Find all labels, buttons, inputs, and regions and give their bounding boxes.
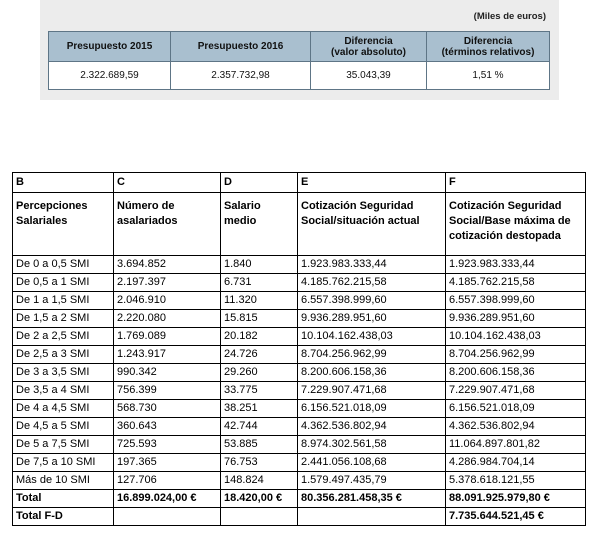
table-row: [13, 346, 586, 364]
cell-asalariados: 1.769.089: [114, 328, 221, 346]
cell-salario-medio: 11.320: [221, 292, 298, 310]
table-row: [13, 274, 586, 292]
total-fd-label: Total F-D: [13, 508, 114, 526]
cell-asalariados: 3.694.852: [114, 256, 221, 274]
header-cotizacion-actual: Cotización Seguridad Social/situación actual: [298, 193, 446, 256]
cell-percepcion: De 0 a 0,5 SMI: [13, 256, 114, 274]
column-letter-e: E: [298, 173, 446, 193]
cell-salario-medio: 15.815: [221, 310, 298, 328]
column-letter-d: D: [221, 173, 298, 193]
cell-cotizacion-destopada: 6.156.521.018,09: [446, 400, 586, 418]
cell-cotizacion-destopada: 6.557.398.999,60: [446, 292, 586, 310]
header-presupuesto-2015: Presupuesto 2015: [49, 32, 171, 62]
cell-cotizacion-destopada: 8.704.256.962,99: [446, 346, 586, 364]
cell-percepcion: De 4 a 4,5 SMI: [13, 400, 114, 418]
cell-cotizacion-destopada: 4.185.762.215,58: [446, 274, 586, 292]
salary-table: [12, 172, 586, 526]
budget-panel: [40, 0, 559, 100]
cell-salario-medio: 148.824: [221, 472, 298, 490]
cell-cotizacion-destopada: 4.286.984.704,14: [446, 454, 586, 472]
cell-cotizacion-destopada: 11.064.897.801,82: [446, 436, 586, 454]
cell-cotizacion-actual: 6.156.521.018,09: [298, 400, 446, 418]
table-row: [13, 454, 586, 472]
table-row: [13, 292, 586, 310]
cell-percepcion: De 3 a 3,5 SMI: [13, 364, 114, 382]
cell-asalariados: 756.399: [114, 382, 221, 400]
column-letter-c: C: [114, 173, 221, 193]
unit-note: (Miles de euros): [473, 11, 546, 22]
cell-percepcion: De 2 a 2,5 SMI: [13, 328, 114, 346]
cell-asalariados: 725.593: [114, 436, 221, 454]
total-fd-empty-d: [221, 508, 298, 526]
cell-percepcion: De 1 a 1,5 SMI: [13, 292, 114, 310]
cell-asalariados: 568.730: [114, 400, 221, 418]
cell-percepcion: De 3,5 a 4 SMI: [13, 382, 114, 400]
cell-salario-medio: 24.726: [221, 346, 298, 364]
table-row: [13, 436, 586, 454]
cell-salario-medio: 53.885: [221, 436, 298, 454]
table-row: [13, 364, 586, 382]
data-rows: [13, 256, 586, 490]
cell-asalariados: 990.342: [114, 364, 221, 382]
cell-salario-medio: 42.744: [221, 418, 298, 436]
cell-cotizacion-destopada: 9.936.289.951,60: [446, 310, 586, 328]
header-diferencia-absoluto: Diferencia (valor absoluto): [311, 32, 427, 62]
cell-salario-medio: 76.753: [221, 454, 298, 472]
cell-cotizacion-actual: 1.579.497.435,79: [298, 472, 446, 490]
total-fd-row: [13, 508, 586, 526]
cell-cotizacion-actual: 8.200.606.158,36: [298, 364, 446, 382]
cell-cotizacion-actual: 8.974.302.561,58: [298, 436, 446, 454]
cell-cotizacion-actual: 2.441.056.108,68: [298, 454, 446, 472]
value-diferencia-absoluto: 35.043,39: [311, 62, 427, 90]
cell-cotizacion-destopada: 7.229.907.471,68: [446, 382, 586, 400]
cell-percepcion: Más de 10 SMI: [13, 472, 114, 490]
cell-asalariados: 2.197.397: [114, 274, 221, 292]
cell-salario-medio: 20.182: [221, 328, 298, 346]
table-row: [13, 400, 586, 418]
table-row: [13, 418, 586, 436]
cell-cotizacion-actual: 1.923.983.333,44: [298, 256, 446, 274]
cell-percepcion: De 7,5 a 10 SMI: [13, 454, 114, 472]
header-percepciones: Percepciones Salariales: [13, 193, 114, 256]
total-cotizacion-destopada: 88.091.925.979,80 €: [446, 490, 586, 508]
table-row: [13, 382, 586, 400]
header-diferencia-relativo: Diferencia (términos relativos): [427, 32, 550, 62]
value-presupuesto-2015: 2.322.689,59: [49, 62, 171, 90]
cell-cotizacion-actual: 8.704.256.962,99: [298, 346, 446, 364]
cell-cotizacion-actual: 7.229.907.471,68: [298, 382, 446, 400]
cell-cotizacion-destopada: 10.104.162.438,03: [446, 328, 586, 346]
cell-cotizacion-actual: 6.557.398.999,60: [298, 292, 446, 310]
cell-cotizacion-actual: 10.104.162.438,03: [298, 328, 446, 346]
total-cotizacion-actual: 80.356.281.458,35 €: [298, 490, 446, 508]
cell-percepcion: De 0,5 a 1 SMI: [13, 274, 114, 292]
total-asalariados: 16.899.024,00 €: [114, 490, 221, 508]
cell-cotizacion-destopada: 5.378.618.121,55: [446, 472, 586, 490]
cell-asalariados: 127.706: [114, 472, 221, 490]
total-fd-empty-e: [298, 508, 446, 526]
cell-percepcion: De 4,5 a 5 SMI: [13, 418, 114, 436]
value-presupuesto-2016: 2.357.732,98: [171, 62, 311, 90]
cell-asalariados: 2.046.910: [114, 292, 221, 310]
total-row: [13, 490, 586, 508]
cell-percepcion: De 5 a 7,5 SMI: [13, 436, 114, 454]
budget-value-row: [49, 62, 550, 90]
total-fd-value: 7.735.644.521,45 €: [446, 508, 586, 526]
cell-asalariados: 2.220.080: [114, 310, 221, 328]
header-cotizacion-destopada: Cotización Seguridad Social/Base máxima de cotización destopada: [446, 193, 586, 256]
cell-cotizacion-actual: 4.362.536.802,94: [298, 418, 446, 436]
table-row: [13, 472, 586, 490]
cell-salario-medio: 33.775: [221, 382, 298, 400]
cell-salario-medio: 38.251: [221, 400, 298, 418]
cell-asalariados: 360.643: [114, 418, 221, 436]
cell-asalariados: 197.365: [114, 454, 221, 472]
cell-salario-medio: 6.731: [221, 274, 298, 292]
budget-header-row: [49, 32, 550, 62]
cell-cotizacion-destopada: 8.200.606.158,36: [446, 364, 586, 382]
cell-asalariados: 1.243.917: [114, 346, 221, 364]
total-fd-empty-c: [114, 508, 221, 526]
column-letter-f: F: [446, 173, 586, 193]
column-header-row: [13, 193, 586, 256]
cell-cotizacion-actual: 4.185.762.215,58: [298, 274, 446, 292]
cell-salario-medio: 29.260: [221, 364, 298, 382]
cell-salario-medio: 1.840: [221, 256, 298, 274]
header-salario-medio: Salario medio: [221, 193, 298, 256]
cell-cotizacion-actual: 9.936.289.951,60: [298, 310, 446, 328]
total-label: Total: [13, 490, 114, 508]
table-row: [13, 256, 586, 274]
header-presupuesto-2016: Presupuesto 2016: [171, 32, 311, 62]
cell-percepcion: De 2,5 a 3 SMI: [13, 346, 114, 364]
table-row: [13, 310, 586, 328]
column-letter-row: [13, 173, 586, 193]
cell-cotizacion-destopada: 4.362.536.802,94: [446, 418, 586, 436]
total-salario-medio: 18.420,00 €: [221, 490, 298, 508]
column-letter-b: B: [13, 173, 114, 193]
table-row: [13, 328, 586, 346]
header-asalariados: Número de asalariados: [114, 193, 221, 256]
cell-percepcion: De 1,5 a 2 SMI: [13, 310, 114, 328]
budget-table: [48, 31, 550, 90]
value-diferencia-relativo: 1,51 %: [427, 62, 550, 90]
cell-cotizacion-destopada: 1.923.983.333,44: [446, 256, 586, 274]
